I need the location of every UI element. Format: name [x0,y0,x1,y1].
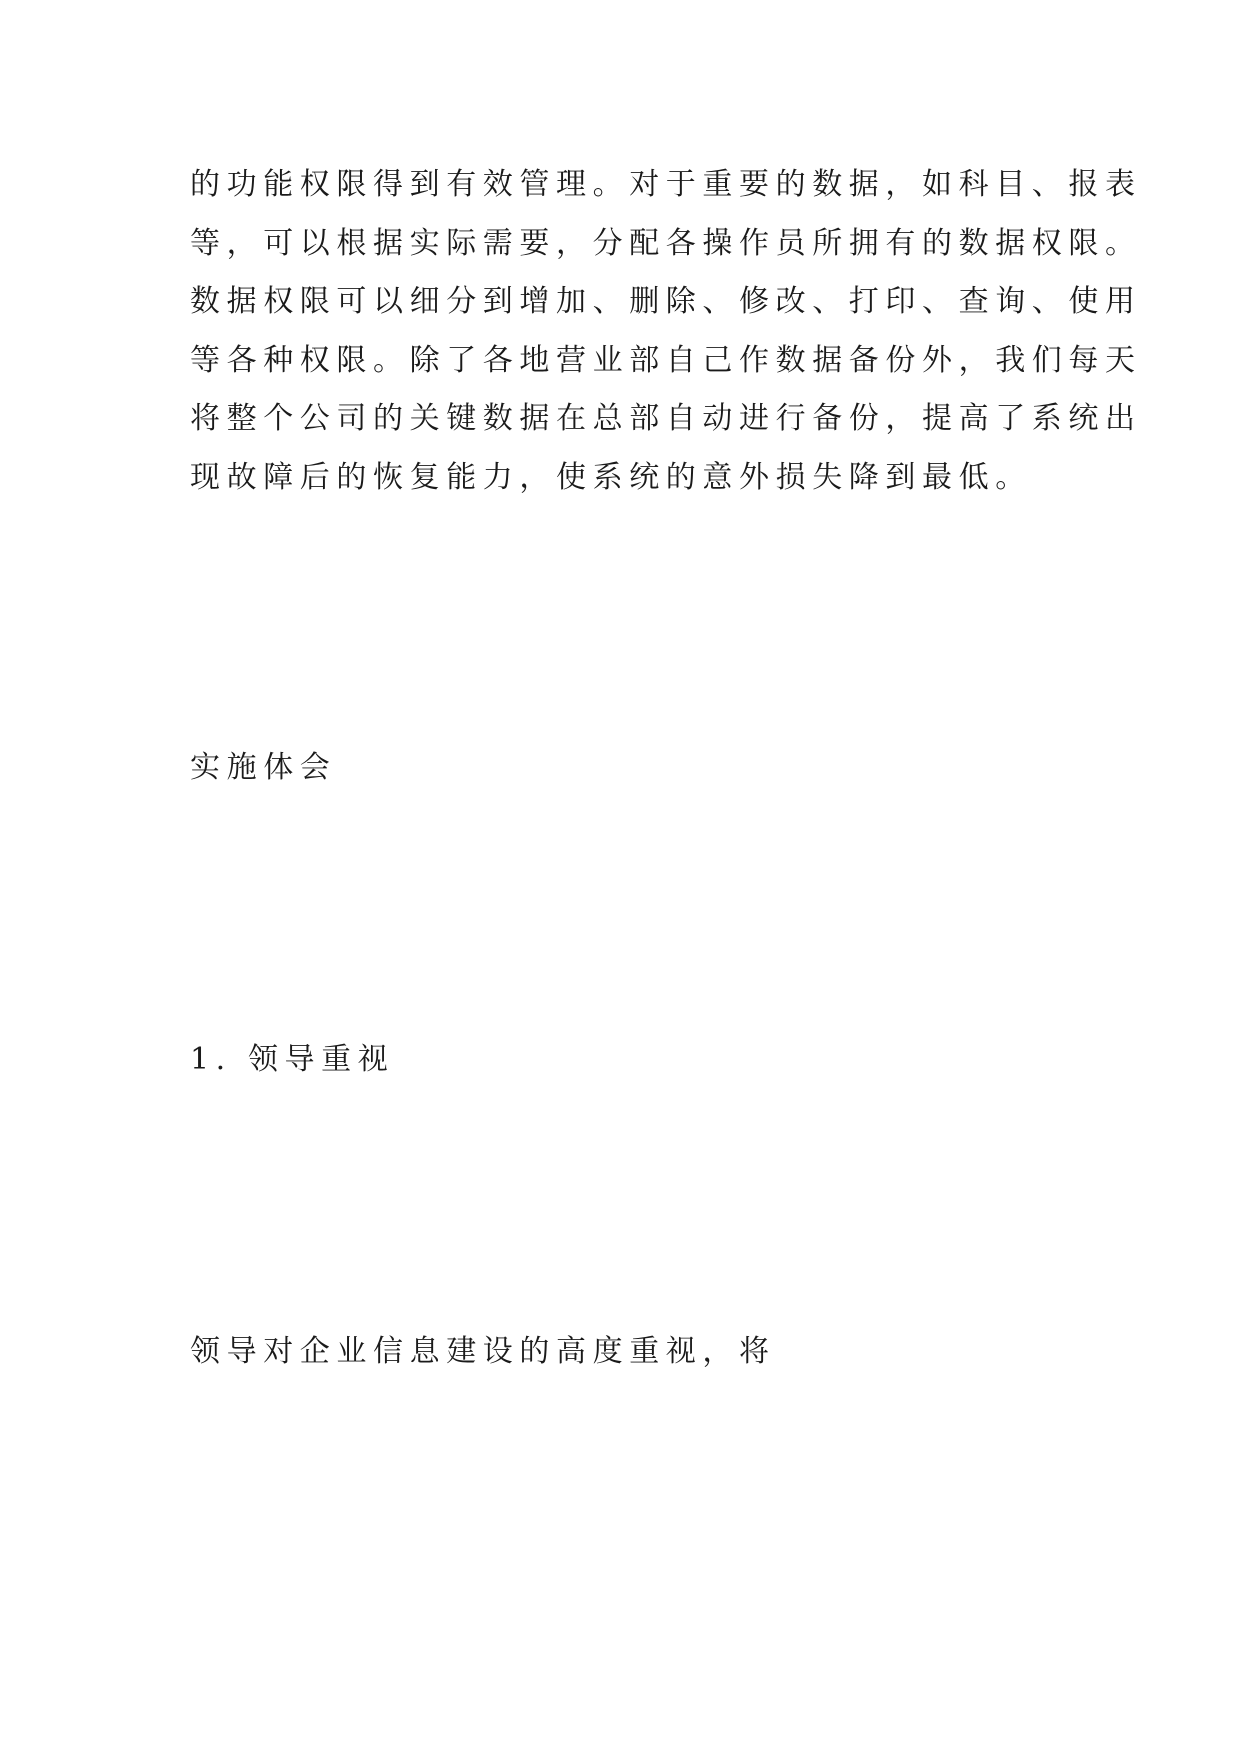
paragraph-line: 现故障后的恢复能力，使系统的意外损失降到最低。 [190,459,1032,495]
subsection-heading: 1. 领导重视 [190,1042,395,1077]
body-paragraph-2: 领导对企业信息建设的高度重视，将 [190,1334,776,1369]
paragraph-line: 的功能权限得到有效管理。对于重要的数据，如科目、报表 [190,167,1142,202]
paragraph-line: 数据权限可以细分到增加、删除、修改、打印、查询、使用 [190,284,1142,319]
paragraph-line: 等，可以根据实际需要，分配各操作员所拥有的数据权限。 [190,225,1142,261]
body-paragraph [190,156,1142,507]
paragraph-line: 等各种权限。除了各地营业部自己作数据备份外，我们每天 [190,342,1142,378]
section-heading: 实施体会 [190,750,337,785]
paragraph-line: 将整个公司的关键数据在总部自动进行备份，提高了系统出 [190,401,1142,436]
